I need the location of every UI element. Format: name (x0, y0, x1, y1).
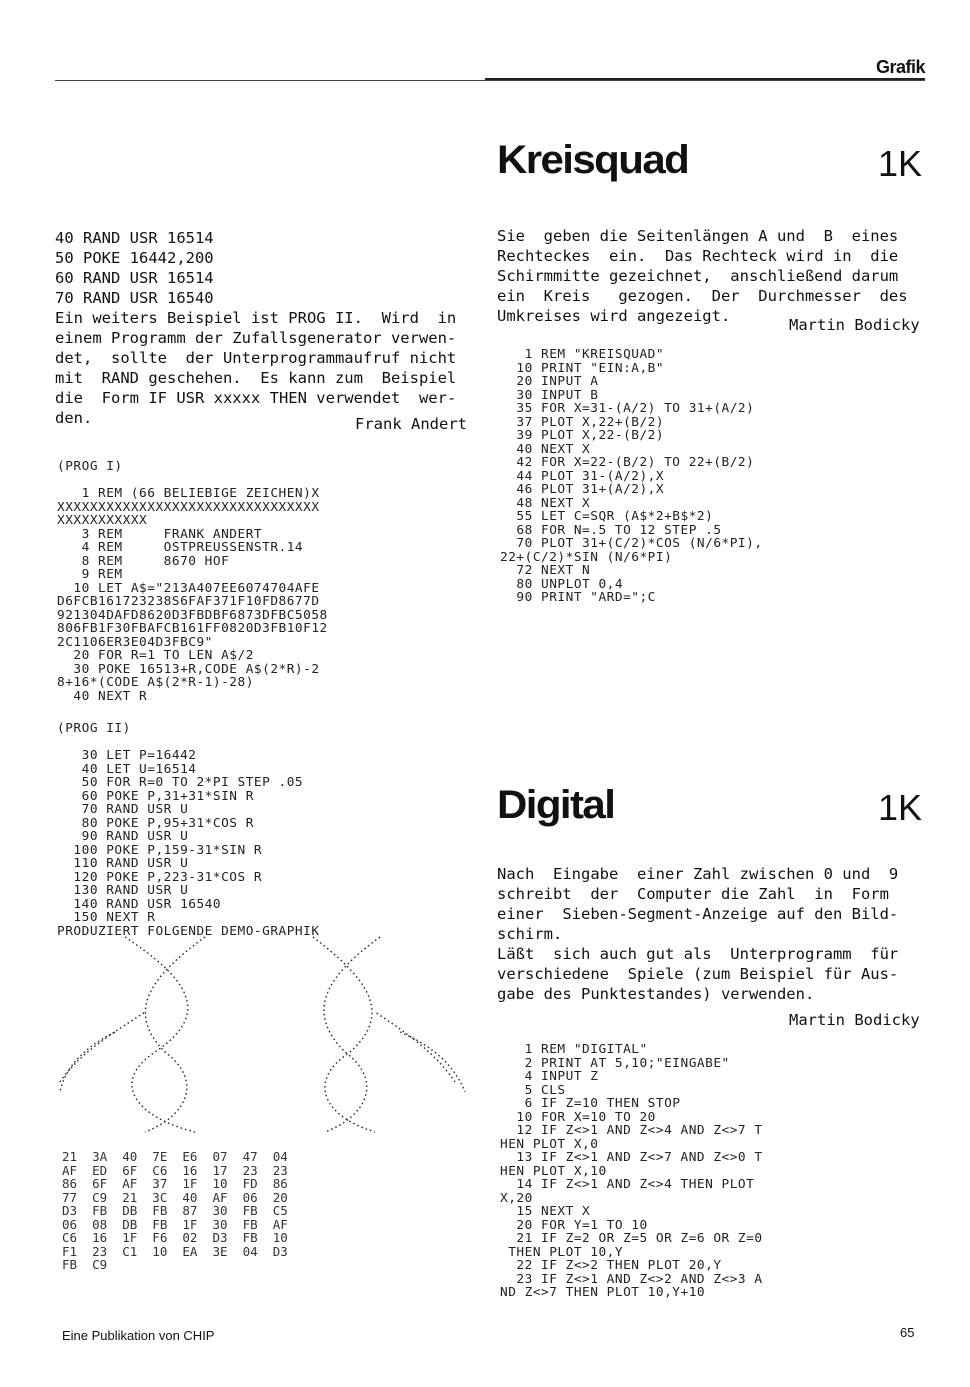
code-line: 110 RAND USR U (57, 856, 189, 871)
code-line: 30 INPUT B (500, 387, 599, 403)
code-line: 30 LET P=16442 (57, 748, 197, 763)
code-line: 40 NEXT R (57, 688, 148, 704)
code-line: 37 PLOT X,22+(B/2) (500, 414, 665, 430)
code-line: 72 NEXT N (500, 563, 591, 578)
kreisquad-author: Martin Bodicky (789, 316, 920, 334)
code-line: 1 REM "DIGITAL" (500, 1042, 648, 1057)
digital-listing (500, 1043, 763, 1300)
code-line: 100 POKE P,159-31*SIN R (57, 842, 263, 858)
code-line: 40 NEXT X (500, 441, 591, 457)
text-line: verschiedene Spiele (zum Beispiel für Aus- (497, 965, 899, 983)
prog2-listing (57, 722, 320, 938)
code-line: 80 POKE P,95+31*COS R (57, 815, 254, 831)
code-line: HEN PLOT X,0 (500, 1136, 599, 1152)
code-line: 70 PLOT 31+(C/2)*COS (N/6*PI), (500, 536, 763, 551)
code-line: 1 REM (66 BELIEBIGE ZEICHEN)X (57, 486, 320, 501)
code-line: 68 FOR N=.5 TO 12 STEP .5 (500, 522, 722, 538)
text-line: 70 RAND USR 16540 (55, 289, 214, 307)
hex-row: 77 C9 21 3C 40 AF 06 20 (62, 1189, 288, 1205)
code-line: 10 FOR X=10 TO 20 (500, 1109, 656, 1125)
code-line: 13 IF Z<>1 AND Z<>7 AND Z<>0 T (500, 1150, 763, 1165)
code-line: 120 POKE P,223-31*COS R (57, 869, 263, 885)
code-line: X,20 (500, 1190, 533, 1206)
section-label: Grafik (875, 57, 925, 77)
code-line: 9 REM (57, 567, 123, 582)
code-line: D6FCB161723238S6FAF371F10FD8677D (57, 594, 320, 609)
code-line: 46 PLOT 31+(A/2),X (500, 482, 665, 497)
text-line: Ein weiters Beispiel ist PROG II. Wird in (55, 309, 457, 327)
hex-row: AF ED 6F C6 16 17 23 23 (62, 1162, 288, 1178)
text-line: Nach Eingabe einer Zahl zwischen 0 und 9 (497, 865, 899, 883)
code-line: 90 RAND USR U (57, 829, 189, 844)
code-line: (PROG II) (57, 721, 131, 736)
code-line: 5 CLS (500, 1082, 566, 1098)
text-line: det, sollte der Unterprogrammaufruf nicht (55, 349, 457, 367)
code-line: (PROG I) (57, 459, 123, 474)
code-line: 70 RAND USR U (57, 802, 189, 817)
text-line: Sie geben die Seitenlängen A und B eines (497, 227, 899, 245)
code-line: HEN PLOT X,10 (500, 1163, 607, 1179)
text-line: 40 RAND USR 16514 (55, 229, 214, 247)
left-author: Frank Andert (355, 415, 467, 433)
hex-row: 86 6F AF 37 1F 10 FD 86 (62, 1176, 288, 1191)
code-line: 15 NEXT X (500, 1204, 591, 1219)
code-line: 21 IF Z=2 OR Z=5 OR Z=6 OR Z=0 (500, 1231, 763, 1246)
header-rule (55, 80, 925, 81)
hex-row: FB C9 (62, 1257, 108, 1272)
code-line: 4 INPUT Z (500, 1069, 599, 1084)
code-line: 8 REM 8670 HOF (57, 553, 230, 569)
code-line: 44 PLOT 31-(A/2),X (500, 468, 665, 484)
hex-row: C6 16 1F F6 02 D3 FB 10 (62, 1230, 288, 1245)
code-line: 23 IF Z<>1 AND Z<>2 AND Z<>3 A (500, 1271, 763, 1287)
text-line: Läßt sich auch gut als Unterprogramm für (497, 945, 899, 963)
left-intro-text (55, 228, 456, 428)
code-line: 22+(C/2)*SIN (N/6*PI) (500, 549, 673, 565)
digital-size: 1K (878, 787, 923, 828)
text-line: einem Programm der Zufallsgenerator verwen- (55, 329, 457, 347)
text-line: ein Kreis gezogen. Der Durchmesser des (497, 287, 908, 305)
kreisquad-title: Kreisquad (497, 138, 689, 182)
kreisquad-text (497, 226, 908, 326)
code-line: 48 NEXT X (500, 495, 591, 511)
code-line: ND Z<>7 THEN PLOT 10,Y+10 (500, 1285, 706, 1300)
hex-row: 06 08 DB FB 1F 30 FB AF (62, 1216, 288, 1232)
hex-row: F1 23 C1 10 EA 3E 04 D3 (62, 1243, 288, 1259)
code-line: 20 FOR R=1 TO LEN A$/2 (57, 648, 254, 663)
code-line: 3 REM FRANK ANDERT (57, 526, 263, 542)
code-line: 8+16*(CODE A$(2*R-1)-28) (57, 675, 254, 690)
digital-title: Digital (497, 783, 615, 827)
code-line: 806FB1F30FBAFCB161FF0820D3FB10F12 (57, 621, 328, 636)
code-line: 80 UNPLOT 0,4 (500, 576, 624, 592)
code-line: 90 PRINT "ARD=";C (500, 590, 656, 605)
kreisquad-listing (500, 348, 763, 605)
code-line: XXXXXXXXXXXXXXXXXXXXXXXXXXXXXXXX (57, 499, 320, 515)
text-line: mit RAND geschehen. Es kann zum Beispiel (55, 369, 457, 387)
code-line: 150 NEXT R (57, 910, 156, 925)
text-line: 60 RAND USR 16514 (55, 269, 214, 287)
footer-publisher: Eine Publikation von CHIP (62, 1328, 215, 1343)
code-line: 6 IF Z=10 THEN STOP (500, 1096, 681, 1111)
digital-author: Martin Bodicky (789, 1011, 920, 1029)
hex-row: 21 3A 40 7E E6 07 47 04 (62, 1149, 288, 1164)
code-line: 140 RAND USR 16540 (57, 896, 222, 912)
code-line: 60 POKE P,31+31*SIN R (57, 788, 254, 804)
code-line: 2 PRINT AT 5,10;"EINGABE" (500, 1055, 730, 1071)
code-line: THEN PLOT 10,Y (500, 1244, 624, 1260)
demo-graphic (55, 932, 475, 1137)
text-line: Schirmmitte gezeichnet, anschließend darum (497, 267, 899, 285)
hex-dump (62, 1150, 288, 1272)
code-line: XXXXXXXXXXX (57, 513, 148, 528)
code-line: 40 LET U=16514 (57, 761, 197, 777)
text-line: schirm. (497, 925, 563, 943)
text-line: einer Sieben-Segment-Anzeige auf den Bild- (497, 905, 899, 923)
code-line: 10 LET A$="213A407EE6074704AFE (57, 580, 320, 596)
code-line: 921304DAFD8620D3FBDBF6873DFBC5058 (57, 607, 328, 623)
code-line: 39 PLOT X,22-(B/2) (500, 428, 665, 443)
text-line: gabe des Punktestandes) verwenden. (497, 985, 815, 1003)
code-line: 55 LET C=SQR (A$*2+B$*2) (500, 509, 714, 524)
page-number: 65 (900, 1325, 915, 1340)
text-line: Rechteckes ein. Das Rechteck wird in die (497, 247, 899, 265)
text-line: Umkreises wird angezeigt. (497, 307, 731, 325)
code-line: 35 FOR X=31-(A/2) TO 31+(A/2) (500, 401, 755, 416)
hex-row: D3 FB DB FB 87 30 FB C5 (62, 1203, 288, 1218)
kreisquad-size: 1K (878, 143, 923, 184)
text-line: schreibt der Computer die Zahl in Form (497, 885, 889, 903)
code-line: 22 IF Z<>2 THEN PLOT 20,Y (500, 1258, 722, 1273)
code-line: 20 FOR Y=1 TO 10 (500, 1217, 648, 1233)
text-line: die Form IF USR xxxxx THEN verwendet wer- (55, 389, 457, 407)
code-line: 20 INPUT A (500, 374, 599, 389)
code-line: 14 IF Z<>1 AND Z<>4 THEN PLOT (500, 1177, 755, 1192)
code-line: 1 REM "KREISQUAD" (500, 347, 665, 362)
code-line: 30 POKE 16513+R,CODE A$(2*R)-2 (57, 661, 320, 677)
code-line (57, 736, 320, 750)
text-line: den. (55, 409, 93, 427)
prog1-listing (57, 460, 328, 703)
code-line: 42 FOR X=22-(B/2) TO 22+(B/2) (500, 455, 755, 470)
digital-text (497, 864, 898, 1004)
code-line: 12 IF Z<>1 AND Z<>4 AND Z<>7 T (500, 1123, 763, 1138)
code-line: 10 PRINT "EIN:A,B" (500, 360, 665, 376)
code-line: 2C1106ER3E04D3FBC9" (57, 634, 213, 650)
code-line: 4 REM OSTPREUSSENSTR.14 (57, 540, 304, 555)
header-rule-bold (485, 78, 925, 80)
code-line: 130 RAND USR U (57, 883, 189, 898)
code-line: 50 FOR R=0 TO 2*PI STEP .05 (57, 775, 304, 790)
code-line: PRODUZIERT FOLGENDE DEMO-GRAPHIK (57, 923, 320, 939)
code-line (57, 474, 328, 488)
text-line: 50 POKE 16442,200 (55, 249, 214, 267)
